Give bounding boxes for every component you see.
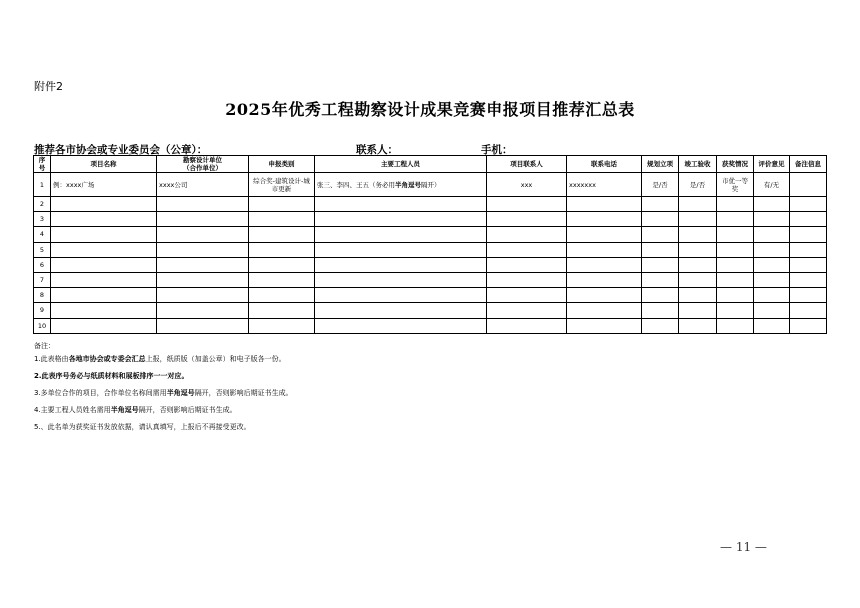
empty-cell — [567, 318, 642, 333]
empty-cell — [679, 288, 717, 303]
note-1-part-a: 1.此表格由 — [34, 355, 69, 363]
cell-category-line1: 综合奖-建筑设计-城 — [253, 176, 310, 185]
empty-cell — [642, 227, 679, 242]
empty-cell — [642, 303, 679, 318]
empty-cell — [315, 212, 487, 227]
header-unit-line2: （合作单位） — [183, 164, 222, 172]
empty-cell — [487, 197, 567, 212]
cell-remarks — [790, 173, 827, 197]
row-number: 7 — [34, 272, 51, 287]
phone-label: 手机： — [481, 144, 513, 156]
empty-cell — [567, 303, 642, 318]
contact-label: 联系人： — [356, 144, 398, 156]
empty-cell — [754, 303, 790, 318]
cell-contact-phone: xxxxxxx — [567, 173, 642, 197]
table-row — [34, 227, 827, 242]
empty-cell — [717, 212, 754, 227]
empty-cell — [51, 197, 157, 212]
page-number: — 11 — — [720, 540, 767, 554]
empty-cell — [51, 227, 157, 242]
empty-cell — [567, 227, 642, 242]
row-number: 5 — [34, 242, 51, 257]
empty-cell — [487, 288, 567, 303]
note-4 — [34, 405, 293, 422]
empty-cell — [754, 272, 790, 287]
empty-cell — [642, 242, 679, 257]
empty-cell — [315, 257, 487, 272]
header-contact-phone: 联系电话 — [567, 156, 642, 173]
header-category: 申报类别 — [249, 156, 315, 173]
cell-acceptance: 是/否 — [679, 173, 717, 197]
empty-cell — [51, 318, 157, 333]
empty-cell — [157, 242, 249, 257]
table-row — [34, 288, 827, 303]
empty-cell — [51, 242, 157, 257]
row-number: 3 — [34, 212, 51, 227]
cell-awards: 市优一等奖 — [717, 173, 754, 197]
empty-cell — [717, 272, 754, 287]
empty-cell — [567, 288, 642, 303]
empty-cell — [754, 212, 790, 227]
empty-cell — [487, 227, 567, 242]
header-awards: 获奖情况 — [717, 156, 754, 173]
note-1-part-c: 上报，纸质版（加盖公章）和电子版各一份。 — [145, 355, 286, 363]
cell-category-line2: 市更新 — [271, 184, 292, 193]
note-3-highlight: 半角逗号 — [166, 389, 195, 397]
empty-cell — [249, 288, 315, 303]
empty-cell — [249, 227, 315, 242]
empty-cell — [249, 242, 315, 257]
empty-cell — [754, 318, 790, 333]
empty-cell — [642, 272, 679, 287]
page-title: 2025年优秀工程勘察设计成果竞赛申报项目推荐汇总表 — [225, 100, 635, 119]
table-row — [34, 303, 827, 318]
note-4-part-c: 隔开，否则影响后期证书生成。 — [138, 406, 237, 414]
notes-section — [34, 341, 293, 439]
empty-cell — [249, 272, 315, 287]
empty-cell — [642, 212, 679, 227]
empty-cell — [790, 318, 827, 333]
attachment-label: 附件2 — [34, 80, 63, 93]
cell-staff-highlight: 半角逗号 — [395, 180, 421, 189]
empty-cell — [754, 197, 790, 212]
empty-cell — [157, 303, 249, 318]
note-4-part-a: 4.主要工程人员姓名需用 — [34, 406, 111, 414]
empty-cell — [679, 303, 717, 318]
empty-cell — [717, 288, 754, 303]
empty-cell — [717, 227, 754, 242]
header-project-contact: 项目联系人 — [487, 156, 567, 173]
cell-project-name: 例：xxxx广场 — [51, 173, 157, 197]
empty-cell — [51, 272, 157, 287]
empty-cell — [567, 212, 642, 227]
empty-cell — [249, 257, 315, 272]
header-project-name: 项目名称 — [51, 156, 157, 173]
empty-cell — [679, 227, 717, 242]
note-1-highlight: 各地市协会或专委会汇总 — [68, 355, 146, 363]
empty-cell — [487, 212, 567, 227]
row-number: 4 — [34, 227, 51, 242]
empty-cell — [487, 318, 567, 333]
row-number: 10 — [34, 318, 51, 333]
summary-table — [33, 155, 827, 334]
header-unit-line1: 勘察设计单位 — [183, 156, 222, 164]
empty-cell — [679, 257, 717, 272]
empty-cell — [249, 318, 315, 333]
empty-cell — [249, 212, 315, 227]
org-label: 推荐各市协会或专业委员会（公章）： — [34, 144, 208, 156]
empty-cell — [790, 303, 827, 318]
empty-cell — [790, 288, 827, 303]
empty-cell — [790, 242, 827, 257]
empty-cell — [315, 303, 487, 318]
empty-cell — [157, 288, 249, 303]
empty-cell — [790, 212, 827, 227]
empty-cell — [51, 288, 157, 303]
note-1 — [34, 354, 293, 371]
empty-cell — [157, 318, 249, 333]
empty-cell — [487, 272, 567, 287]
empty-cell — [717, 257, 754, 272]
table-row — [34, 197, 827, 212]
empty-cell — [249, 303, 315, 318]
empty-cell — [754, 257, 790, 272]
empty-cell — [642, 288, 679, 303]
empty-cell — [487, 303, 567, 318]
empty-cell — [487, 257, 567, 272]
empty-cell — [679, 197, 717, 212]
table-row — [34, 212, 827, 227]
empty-cell — [679, 318, 717, 333]
table-row-example — [34, 173, 827, 197]
cell-category — [249, 173, 315, 197]
cell-project-contact: xxx — [487, 173, 567, 197]
empty-cell — [754, 288, 790, 303]
cell-staff-prefix: 张三、李四、王五（务必用 — [317, 180, 395, 189]
header-unit — [157, 156, 249, 173]
empty-cell — [249, 197, 315, 212]
table-row — [34, 242, 827, 257]
header-staff: 主要工程人员 — [315, 156, 487, 173]
note-3 — [34, 388, 293, 405]
empty-cell — [642, 197, 679, 212]
empty-cell — [790, 197, 827, 212]
note-5: 5.、此名单为获奖证书发放依据，请认真填写，上报后不再接受更改。 — [34, 423, 251, 431]
row-number: 8 — [34, 288, 51, 303]
table-row — [34, 272, 827, 287]
table-row — [34, 318, 827, 333]
empty-cell — [51, 212, 157, 227]
empty-cell — [315, 227, 487, 242]
empty-cell — [717, 303, 754, 318]
table-header-row — [34, 156, 827, 173]
cell-staff — [315, 173, 487, 197]
empty-cell — [157, 197, 249, 212]
row-number: 6 — [34, 257, 51, 272]
empty-cell — [567, 257, 642, 272]
empty-cell — [51, 303, 157, 318]
empty-cell — [717, 242, 754, 257]
empty-cell — [315, 288, 487, 303]
empty-cell — [315, 272, 487, 287]
empty-cell — [157, 212, 249, 227]
cell-unit: xxxx公司 — [157, 173, 249, 197]
header-planning: 规划立项 — [642, 156, 679, 173]
note-3-part-c: 隔开，否则影响后期证书生成。 — [194, 389, 293, 397]
empty-cell — [315, 242, 487, 257]
empty-cell — [157, 272, 249, 287]
empty-cell — [717, 318, 754, 333]
empty-cell — [679, 272, 717, 287]
empty-cell — [754, 227, 790, 242]
row-number: 2 — [34, 197, 51, 212]
empty-cell — [51, 257, 157, 272]
empty-cell — [315, 318, 487, 333]
cell-staff-suffix: 隔开） — [421, 180, 441, 189]
cell-planning: 是/否 — [642, 173, 679, 197]
header-seq: 序号 — [34, 156, 51, 173]
header-remarks: 备注信息 — [790, 156, 827, 173]
empty-cell — [642, 257, 679, 272]
empty-cell — [790, 257, 827, 272]
note-2: 2.此表序号务必与纸质材料和展板排序一一对应。 — [34, 372, 189, 380]
empty-cell — [567, 272, 642, 287]
row-number: 9 — [34, 303, 51, 318]
header-acceptance: 竣工验收 — [679, 156, 717, 173]
empty-cell — [157, 227, 249, 242]
notes-title: 备注： — [34, 342, 55, 350]
table-row — [34, 257, 827, 272]
empty-cell — [679, 212, 717, 227]
header-evaluation: 评价意见 — [754, 156, 790, 173]
empty-cell — [790, 227, 827, 242]
empty-cell — [567, 197, 642, 212]
cell-seq: 1 — [34, 173, 51, 197]
cell-evaluation: 有/无 — [754, 173, 790, 197]
empty-cell — [567, 242, 642, 257]
note-3-part-a: 3.多单位合作的项目，合作单位名称间需用 — [34, 389, 167, 397]
empty-cell — [315, 197, 487, 212]
note-4-highlight: 半角逗号 — [110, 406, 139, 414]
empty-cell — [487, 242, 567, 257]
empty-cell — [790, 272, 827, 287]
empty-cell — [642, 318, 679, 333]
empty-cell — [157, 257, 249, 272]
empty-cell — [717, 197, 754, 212]
empty-cell — [754, 242, 790, 257]
empty-cell — [679, 242, 717, 257]
